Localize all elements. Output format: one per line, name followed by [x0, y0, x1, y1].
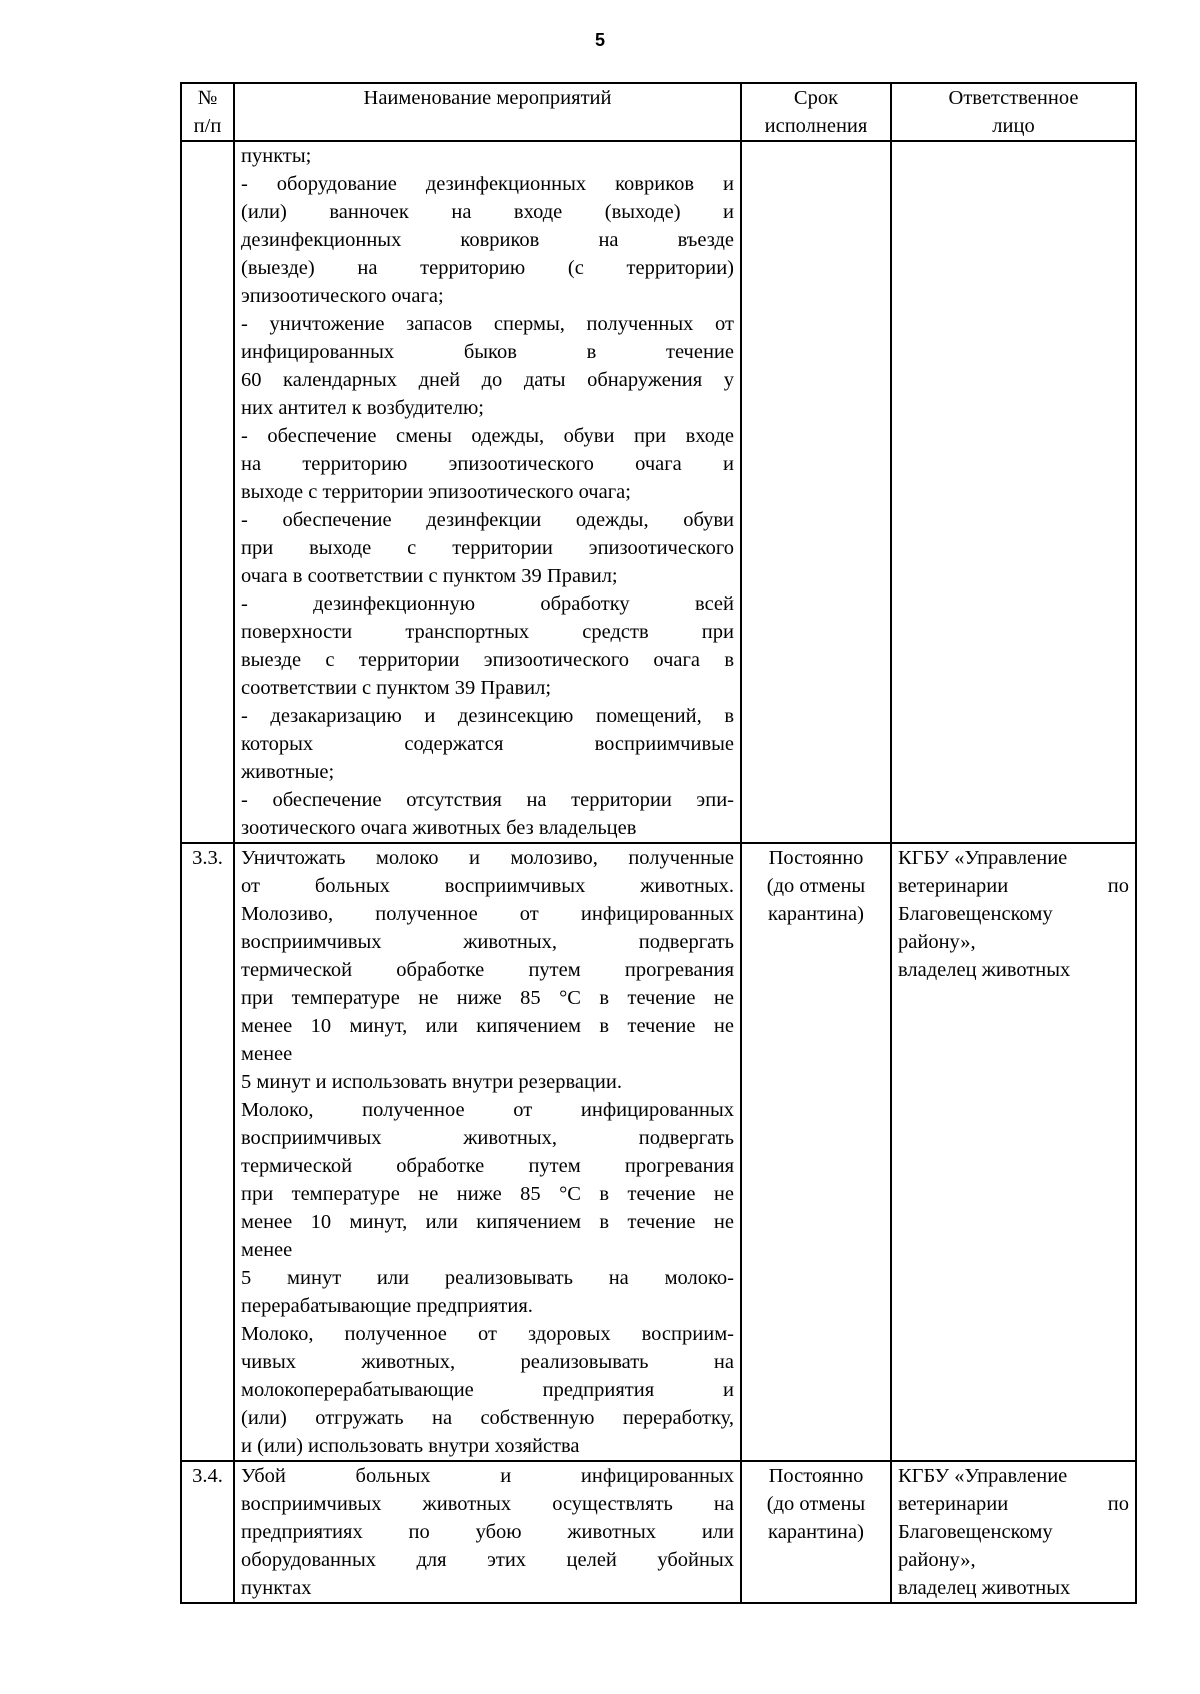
action-text-line: 60 календарных дней до даты обнаружения у: [241, 369, 734, 391]
term-text-line: карантина): [768, 903, 864, 925]
action-text-line: предприятиях по убою животных или: [241, 1521, 734, 1543]
page-number: 5: [594, 30, 605, 50]
row-number: [181, 141, 234, 843]
action-text-line: менее: [241, 1043, 293, 1065]
responsible-text-line: ветеринарии по: [898, 875, 1129, 897]
action-text-line: оборудованных для этих целей убойных: [241, 1549, 734, 1571]
action-text-line: термической обработке путем прогревания: [241, 959, 734, 981]
responsible-text-line: владелец животных: [898, 959, 1071, 981]
action-text-line: - обеспечение смены одежды, обуви при входе: [241, 425, 734, 447]
action-text-line: выезде с территории эпизоотического очага в: [241, 649, 734, 671]
action-text-line: восприимчивых животных осуществлять на: [241, 1493, 734, 1515]
row-responsible: [891, 1461, 1136, 1603]
action-text-line: пунктах: [241, 1577, 312, 1599]
action-text-line: молокоперерабатывающие предприятия и: [241, 1379, 734, 1401]
action-text-line: 5 минут или реализовывать на молоко-: [241, 1267, 734, 1289]
action-text-line: менее: [241, 1239, 293, 1261]
row-responsible: [891, 141, 1136, 843]
header-action: [234, 83, 741, 141]
action-text-line: менее 10 минут, или кипячением в течение не: [241, 1211, 734, 1233]
action-text-line: пункты;: [241, 145, 312, 167]
row-action: [234, 141, 741, 843]
action-text-line: дезинфекционных ковриков на въезде: [241, 229, 734, 251]
action-text-line: при выходе с территории эпизоотического: [241, 537, 734, 559]
row-action: [234, 843, 741, 1461]
action-text-line: них антител к возбудителю;: [241, 397, 485, 419]
header-number-line: п/п: [193, 115, 222, 137]
action-text-line: термической обработке путем прогревания: [241, 1155, 734, 1177]
responsible-text-line: КГБУ «Управление: [898, 847, 1068, 869]
term-text-line: карантина): [768, 1521, 864, 1543]
header-action-line: Наименование мероприятий: [363, 87, 612, 109]
action-text-line: (или) ванночек на входе (выходе) и: [241, 201, 734, 223]
action-text-line: Убой больных и инфицированных: [241, 1465, 734, 1487]
action-text-line: Уничтожать молоко и молозиво, полученные: [241, 847, 734, 869]
action-text-line: при температуре не ниже 85 °С в течение не: [241, 1183, 734, 1205]
action-text-line: и (или) использовать внутри хозяйства: [241, 1435, 580, 1457]
term-text-line: (до отмены: [766, 1493, 866, 1515]
table-body: [181, 141, 1136, 1603]
action-text-line: чивых животных, реализовывать на: [241, 1351, 734, 1373]
action-text-line: перерабатывающие предприятия.: [241, 1295, 533, 1317]
row-number: 3.3.: [181, 843, 234, 1461]
term-text-line: Постоянно: [768, 847, 864, 869]
responsible-text-line: владелец животных: [898, 1577, 1071, 1599]
action-text-line: от больных восприимчивых животных.: [241, 875, 734, 897]
action-text-line: очага в соответствии с пунктом 39 Правил;: [241, 565, 618, 587]
responsible-text-line: Благовещенскому: [898, 1521, 1053, 1543]
action-text-line: менее 10 минут, или кипячением в течение не: [241, 1015, 734, 1037]
header-responsible-line: Ответственное: [948, 87, 1079, 109]
action-text-line: (или) отгружать на собственную переработку,: [241, 1407, 734, 1429]
action-text-line: восприимчивых животных, подвергать: [241, 1127, 734, 1149]
action-text-line: которых содержатся восприимчивые: [241, 733, 734, 755]
responsible-text-line: району»,: [898, 1549, 976, 1571]
row-responsible: [891, 843, 1136, 1461]
table-row: [181, 141, 1136, 843]
header-term-line: Срок: [793, 87, 839, 109]
term-text-line: (до отмены: [766, 875, 866, 897]
header-term-line: исполнения: [764, 115, 868, 137]
term-text-line: Постоянно: [768, 1465, 864, 1487]
header-responsible-line: лицо: [992, 115, 1035, 137]
row-action: [234, 1461, 741, 1603]
action-text-line: выходе с территории эпизоотического очага;: [241, 481, 631, 503]
action-text-line: при температуре не ниже 85 °С в течение не: [241, 987, 734, 1009]
action-text-line: на территорию эпизоотического очага и: [241, 453, 734, 475]
responsible-text-line: КГБУ «Управление: [898, 1465, 1068, 1487]
measures-table: [180, 82, 1137, 1604]
action-text-line: поверхности транспортных средств при: [241, 621, 734, 643]
action-text-line: инфицированных быков в течение: [241, 341, 734, 363]
action-text-line: восприимчивых животных, подвергать: [241, 931, 734, 953]
header-number-line: №: [197, 87, 218, 109]
action-text-line: Молоко, полученное от инфицированных: [241, 1099, 734, 1121]
action-text-line: - обеспечение отсутствия на территории эпи-: [241, 789, 734, 811]
action-text-line: - обеспечение дезинфекции одежды, обуви: [241, 509, 734, 531]
row-term: [741, 141, 891, 843]
action-text-line: - оборудование дезинфекционных ковриков и: [241, 173, 734, 195]
header-term: [741, 83, 891, 141]
row-number: 3.4.: [181, 1461, 234, 1603]
action-text-line: - уничтожение запасов спермы, полученных от: [241, 313, 734, 335]
action-text-line: зоотического очага животных без владельцев: [241, 817, 637, 839]
table-row: [181, 843, 1136, 1461]
row-term: [741, 1461, 891, 1603]
action-text-line: - дезинфекционную обработку всей: [241, 593, 734, 615]
table-header-row: [181, 83, 1136, 141]
action-text-line: Молозиво, полученное от инфицированных: [241, 903, 734, 925]
action-text-line: - дезакаризацию и дезинсекцию помещений, в: [241, 705, 734, 727]
action-text-line: эпизоотического очага;: [241, 285, 444, 307]
action-text-line: животные;: [241, 761, 335, 783]
row-term: [741, 843, 891, 1461]
table-row: [181, 1461, 1136, 1603]
action-text-line: Молоко, полученное от здоровых восприим-: [241, 1323, 734, 1345]
action-text-line: 5 минут и использовать внутри резервации.: [241, 1071, 623, 1093]
responsible-text-line: району»,: [898, 931, 976, 953]
header-number: [181, 83, 234, 141]
responsible-text-line: Благовещенскому: [898, 903, 1053, 925]
header-responsible: [891, 83, 1136, 141]
action-text-line: (выезде) на территорию (с территории): [241, 257, 734, 279]
action-text-line: соответствии с пунктом 39 Правил;: [241, 677, 552, 699]
responsible-text-line: ветеринарии по: [898, 1493, 1129, 1515]
